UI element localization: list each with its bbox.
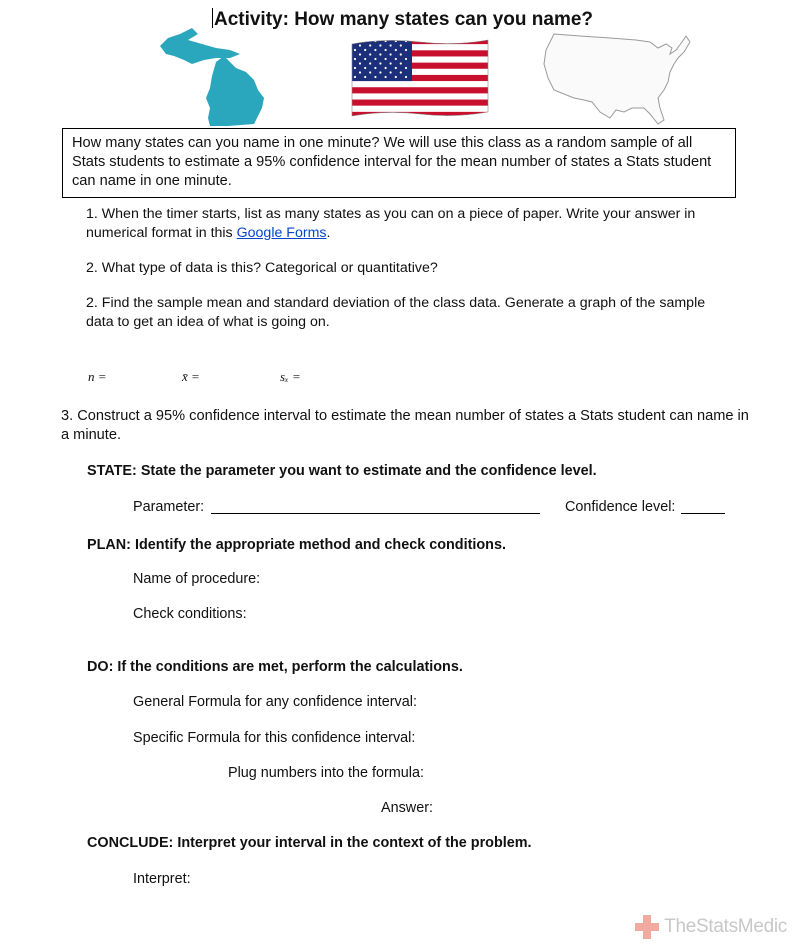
flag-star xyxy=(385,76,387,78)
xbar-label: x̄ = xyxy=(182,369,200,384)
flag-star xyxy=(379,53,381,55)
conditions-label: Check conditions: xyxy=(133,606,247,622)
procedure-label: Name of procedure: xyxy=(133,571,261,587)
parameter-row xyxy=(133,499,540,515)
flag-stripe xyxy=(350,93,490,99)
flag-stripes xyxy=(350,38,490,118)
flag-star xyxy=(364,67,366,69)
interpret-label: Interpret: xyxy=(133,871,191,887)
flag-star xyxy=(354,76,356,78)
flag-star xyxy=(359,44,361,46)
page-title-text: Activity: How many states can you name? xyxy=(213,9,594,30)
question-2: 2. What type of data is this? Categorical or quantitative? xyxy=(86,260,438,276)
flag-star xyxy=(374,58,376,60)
question-1-text: 1. When the timer starts, list as many states as you can on a piece of paper. Write your answer in numerical format in this xyxy=(86,206,696,241)
flag-star xyxy=(405,76,407,78)
flag-stripe xyxy=(350,112,490,118)
question-3: 2. Find the sample mean and standard deviation of the class data. Generate a graph of the sample data to get an idea of what is going on. xyxy=(86,295,706,330)
flag-star xyxy=(359,53,361,55)
flag-star xyxy=(359,71,361,73)
flag-star xyxy=(374,76,376,78)
intro-box: How many states can you name in one minute? We will use this class as a random sample of all Stats students to estimate a 95% confidence interval for the mean number of states a Stats student can name in one minute. xyxy=(62,128,736,198)
flag-star xyxy=(364,76,366,78)
plan-heading: PLAN: Identify the appropriate method and check conditions. xyxy=(87,537,506,553)
flag-star xyxy=(395,58,397,60)
question-1-end: . xyxy=(326,225,331,241)
flag-star xyxy=(354,58,356,60)
flag-star xyxy=(390,71,392,73)
confidence-label: Confidence level: xyxy=(565,499,676,515)
state-heading: STATE: State the parameter you want to estimate and the confidence level. xyxy=(87,463,597,479)
flag-star xyxy=(354,40,356,42)
flag-canton xyxy=(350,38,412,81)
flag-star xyxy=(385,49,387,51)
flag-star xyxy=(390,62,392,64)
flag-star xyxy=(374,49,376,51)
flag-star xyxy=(395,49,397,51)
flag-star xyxy=(369,62,371,64)
specific-formula-label: Specific Formula for this confidence interval: xyxy=(133,730,416,746)
us-flag xyxy=(350,38,490,118)
conclude-heading: CONCLUDE: Interpret your interval in the context of the problem. xyxy=(87,835,532,851)
question-4: 3. Construct a 95% confidence interval to estimate the mean number of states a Stats student can name in a minute. xyxy=(61,408,749,443)
flag-star xyxy=(395,67,397,69)
flag-star xyxy=(364,58,366,60)
flag-star xyxy=(364,49,366,51)
text-cursor xyxy=(212,8,213,28)
flag-star xyxy=(359,62,361,64)
logo-text: TheStatsMedic xyxy=(664,916,787,937)
question-1 xyxy=(86,205,726,243)
flag-stripe xyxy=(350,81,490,87)
flag-star xyxy=(374,67,376,69)
flag-star xyxy=(354,49,356,51)
flag-star xyxy=(369,44,371,46)
flag-star xyxy=(400,44,402,46)
plug-numbers-label: Plug numbers into the formula: xyxy=(228,765,424,781)
flag-stripe xyxy=(350,106,490,112)
confidence-blank[interactable] xyxy=(681,513,725,514)
answer-label: Answer: xyxy=(381,800,433,816)
the-stats-medic-logo xyxy=(633,913,787,941)
flag-star xyxy=(385,58,387,60)
google-forms-link[interactable]: Google Forms xyxy=(236,225,327,241)
confidence-row xyxy=(565,499,725,515)
flag-star xyxy=(400,71,402,73)
flag-star xyxy=(405,58,407,60)
flag-stripe xyxy=(350,100,490,106)
flag-star xyxy=(369,53,371,55)
flag-star xyxy=(354,67,356,69)
flag-stripe xyxy=(350,87,490,93)
flag-star xyxy=(379,44,381,46)
flag-star xyxy=(400,62,402,64)
flag-star xyxy=(405,49,407,51)
flag-star xyxy=(379,62,381,64)
flag-star xyxy=(390,53,392,55)
flag-star xyxy=(395,76,397,78)
parameter-label: Parameter: xyxy=(133,499,205,515)
do-heading: DO: If the conditions are met, perform the calculations. xyxy=(87,659,463,675)
medical-cross-icon xyxy=(633,913,661,941)
n-label: n = xyxy=(88,369,107,384)
michigan-map xyxy=(158,26,268,126)
parameter-blank[interactable] xyxy=(211,513,540,514)
flag-star xyxy=(405,67,407,69)
flag-star xyxy=(379,71,381,73)
flag-star xyxy=(385,67,387,69)
sx-label: sₓ = xyxy=(280,369,301,384)
general-formula-label: General Formula for any confidence interval: xyxy=(133,694,417,710)
flag-star xyxy=(390,44,392,46)
usa-outline-map xyxy=(540,28,696,126)
flag-star xyxy=(369,71,371,73)
flag-star xyxy=(400,53,402,55)
